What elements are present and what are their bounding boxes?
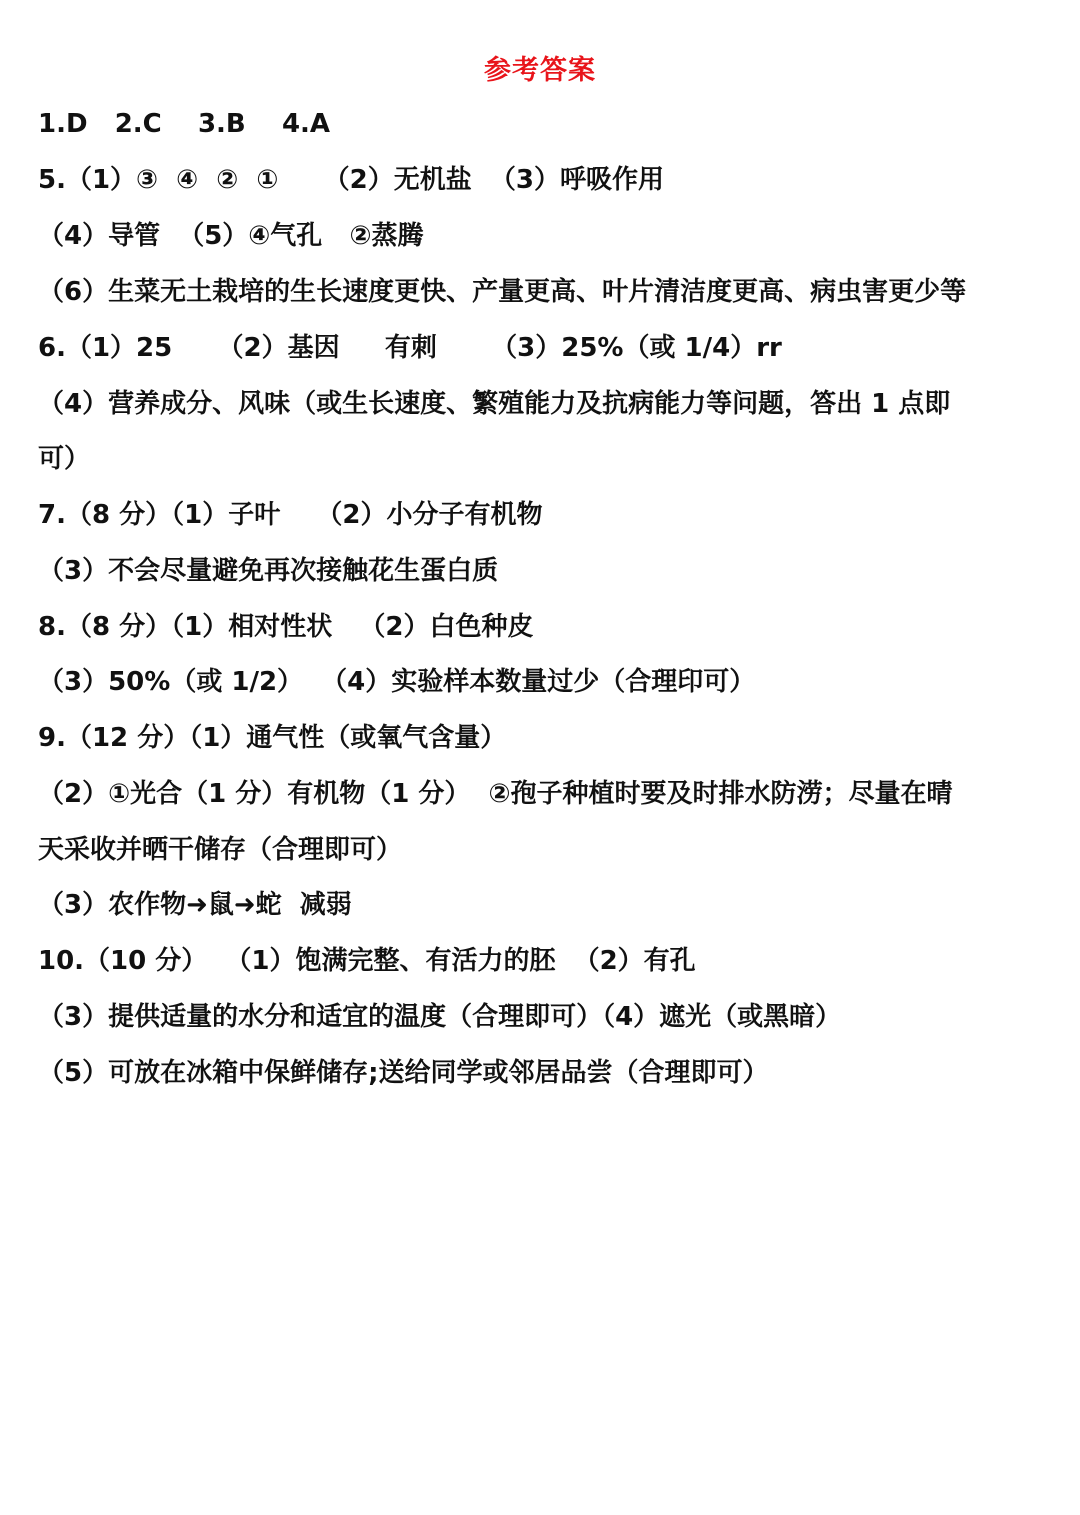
answer-line-7a: 7.（8 分）（1）子叶 （2）小分子有机物 (38, 500, 543, 530)
answer-line-6b: （4）营养成分、风味（或生长速度、繁殖能力及抗病能力等问题，答出 1 点即 (38, 389, 951, 419)
answer-line-5b: （4）导管 （5）④气孔 ②蒸腾 (38, 221, 424, 251)
answer-line-10a: 10.（10 分） （1）饱满完整、有活力的胚 （2）有孔 (38, 946, 696, 976)
answer-line-6a: 6.（1）25 （2）基因 有刺 （3）25%（或 1/4）rr (38, 333, 782, 363)
answer-line-7b: （3）不会尽量避免再次接触花生蛋白质 (38, 556, 499, 586)
answer-line-5a: 5.（1）③ ④ ② ① （2）无机盐 （3）呼吸作用 (38, 165, 664, 195)
answer-line-9c: 天采收并晒干储存（合理即可） (38, 835, 403, 865)
answer-line-9d: （3）农作物➜鼠➜蛇 减弱 (38, 890, 352, 920)
answer-line-5c: （6）生菜无土栽培的生长速度更快、产量更高、叶片清洁度更高、病虫害更少等 (38, 277, 967, 307)
answer-line-9a: 9.（12 分）（1）通气性（或氧气含量） (38, 723, 507, 753)
answer-line-9b: （2）①光合（1 分）有机物（1 分） ②孢子种植时要及时排水防涝；尽量在晴 (38, 779, 953, 809)
answer-line-1-4: 1.D 2.C 3.B 4.A (38, 109, 331, 139)
answer-line-6c: 可） (38, 444, 91, 474)
answer-line-10b: （3）提供适量的水分和适宜的温度（合理即可）（4）遮光（或黑暗） (38, 1002, 842, 1032)
answer-line-8b: （3）50%（或 1/2） （4）实验样本数量过少（合理印可） (38, 667, 756, 697)
answer-line-8a: 8.（8 分）（1）相对性状 （2）白色种皮 (38, 612, 534, 642)
page-title: 参考答案 (484, 55, 596, 86)
answer-line-10c: （5）可放在冰箱中保鲜储存;送给同学或邻居品尝（合理即可） (38, 1058, 769, 1088)
